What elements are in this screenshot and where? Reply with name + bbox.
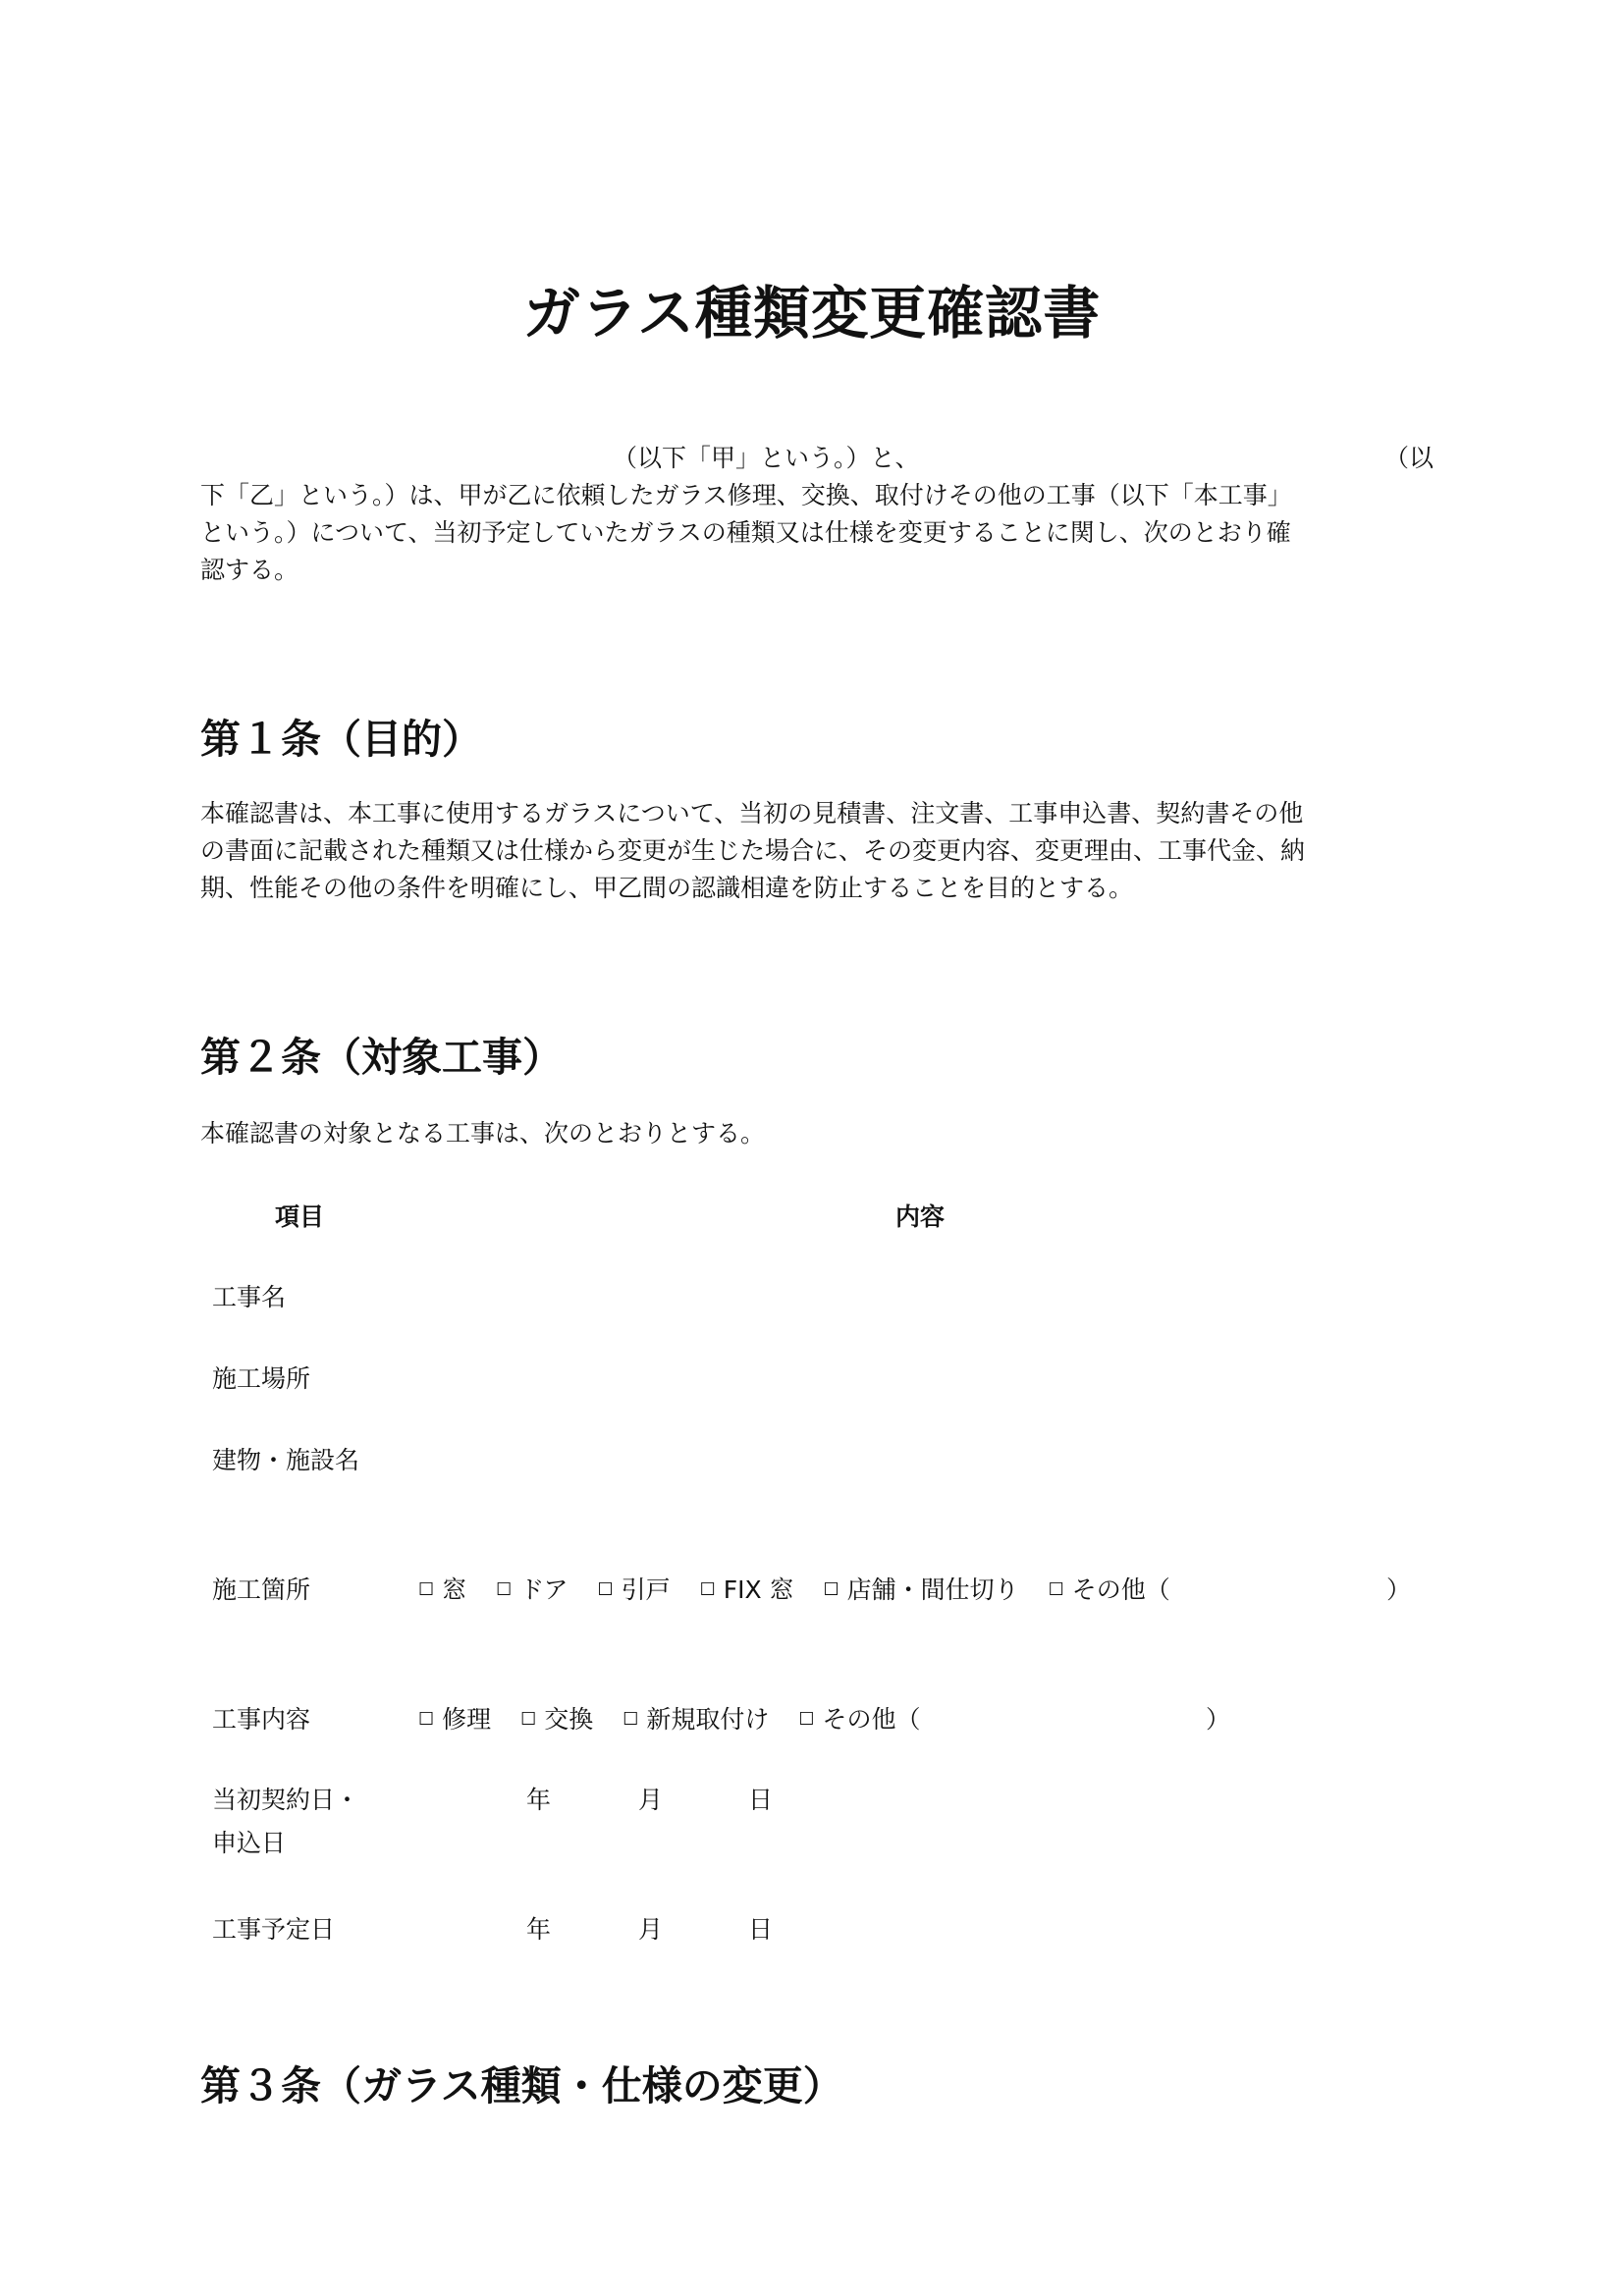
table-header-item: 項目 bbox=[275, 1202, 325, 1231]
scheduled-date-year-label: 年 bbox=[526, 1915, 552, 1944]
intro-line-2: 下「乙」という。）は、甲が乙に依頼したガラス修理、交換、取付けその他の工事（以下「本工事」 bbox=[200, 481, 1292, 509]
contract-date-day-label: 日 bbox=[748, 1786, 774, 1814]
article-3-heading: 第３条（ガラス種類・仕様の変更） bbox=[200, 2062, 843, 2109]
checkbox-icon: ☐ bbox=[823, 1579, 839, 1600]
checkbox-icon: ☐ bbox=[798, 1709, 815, 1730]
content-option-other[interactable]: ☐ その他（ bbox=[798, 1705, 921, 1734]
checkbox-icon: ☐ bbox=[1048, 1579, 1064, 1600]
location-options bbox=[418, 1571, 1170, 1606]
intro-party-a-text: （以下「甲」という。）と、 bbox=[613, 444, 920, 472]
checkbox-icon: ☐ bbox=[623, 1709, 639, 1730]
location-option-window[interactable]: ☐ 窓 bbox=[418, 1575, 467, 1604]
article-1-line: 期、性能その他の条件を明確にし、甲乙間の認識相違を防止することを目的とする。 bbox=[200, 874, 1134, 902]
checkbox-icon: ☐ bbox=[496, 1579, 513, 1600]
location-option-sliding-door[interactable]: ☐ 引戸 bbox=[597, 1575, 671, 1604]
article-2-text: 本確認書の対象となる工事は、次のとおりとする。 bbox=[200, 1119, 766, 1148]
intro-line-4: 認する。 bbox=[200, 556, 299, 584]
contract-date-year-label: 年 bbox=[526, 1786, 552, 1814]
row-label-location: 施工箇所 bbox=[212, 1575, 311, 1604]
location-option-other[interactable]: ☐ その他（ bbox=[1048, 1575, 1170, 1604]
article-1-heading: 第１条（目的） bbox=[200, 716, 482, 763]
checkbox-icon: ☐ bbox=[597, 1579, 614, 1600]
article-1-line: の書面に記載された種類又は仕様から変更が生じた場合に、その変更内容、変更理由、工事代金、納 bbox=[200, 836, 1306, 865]
content-option-new-install[interactable]: ☐ 新規取付け bbox=[623, 1705, 770, 1734]
location-other-close: ） bbox=[1386, 1575, 1412, 1604]
checkbox-icon: ☐ bbox=[699, 1579, 716, 1600]
scheduled-date-month-label: 月 bbox=[638, 1915, 664, 1944]
content-option-repair[interactable]: ☐ 修理 bbox=[418, 1705, 492, 1734]
intro-line-3: という。）について、当初予定していたガラスの種類又は仕様を変更することに関し、次のとおり確 bbox=[200, 518, 1291, 547]
row-label-site: 施工場所 bbox=[212, 1364, 311, 1393]
article-1-paragraph bbox=[200, 795, 1434, 907]
checkbox-icon: ☐ bbox=[520, 1709, 537, 1730]
scheduled-date-day-label: 日 bbox=[748, 1915, 774, 1944]
content-other-close: ） bbox=[1206, 1705, 1231, 1734]
row-label-contract-date-2: 申込日 bbox=[212, 1829, 287, 1857]
checkbox-icon: ☐ bbox=[418, 1709, 435, 1730]
location-option-fix-window[interactable]: ☐ FIX 窓 bbox=[699, 1575, 794, 1604]
contract-date-month-label: 月 bbox=[638, 1786, 664, 1814]
row-label-work-name: 工事名 bbox=[212, 1283, 287, 1311]
row-label-contract-date-1: 当初契約日・ bbox=[212, 1786, 360, 1814]
content-option-replace[interactable]: ☐ 交換 bbox=[520, 1705, 594, 1734]
row-label-content: 工事内容 bbox=[212, 1705, 311, 1734]
row-label-scheduled-date: 工事予定日 bbox=[212, 1915, 336, 1944]
intro-line-1 bbox=[200, 440, 1434, 477]
location-option-partition[interactable]: ☐ 店舗・間仕切り bbox=[823, 1575, 1019, 1604]
checkbox-icon: ☐ bbox=[418, 1579, 435, 1600]
intro-paragraph bbox=[200, 440, 1434, 589]
article-1-line: 本確認書は、本工事に使用するガラスについて、当初の見積書、注文書、工事申込書、契約書その他 bbox=[200, 799, 1304, 828]
document-title: ガラス種類変更確認書 bbox=[522, 280, 1102, 347]
article-2-heading: 第２条（対象工事） bbox=[200, 1034, 563, 1081]
row-label-building: 建物・施設名 bbox=[212, 1446, 360, 1474]
table-header-content: 内容 bbox=[895, 1202, 946, 1231]
intro-party-b-text: （以 bbox=[1383, 444, 1434, 472]
content-options bbox=[418, 1700, 920, 1735]
location-option-door[interactable]: ☐ ドア bbox=[496, 1575, 568, 1604]
